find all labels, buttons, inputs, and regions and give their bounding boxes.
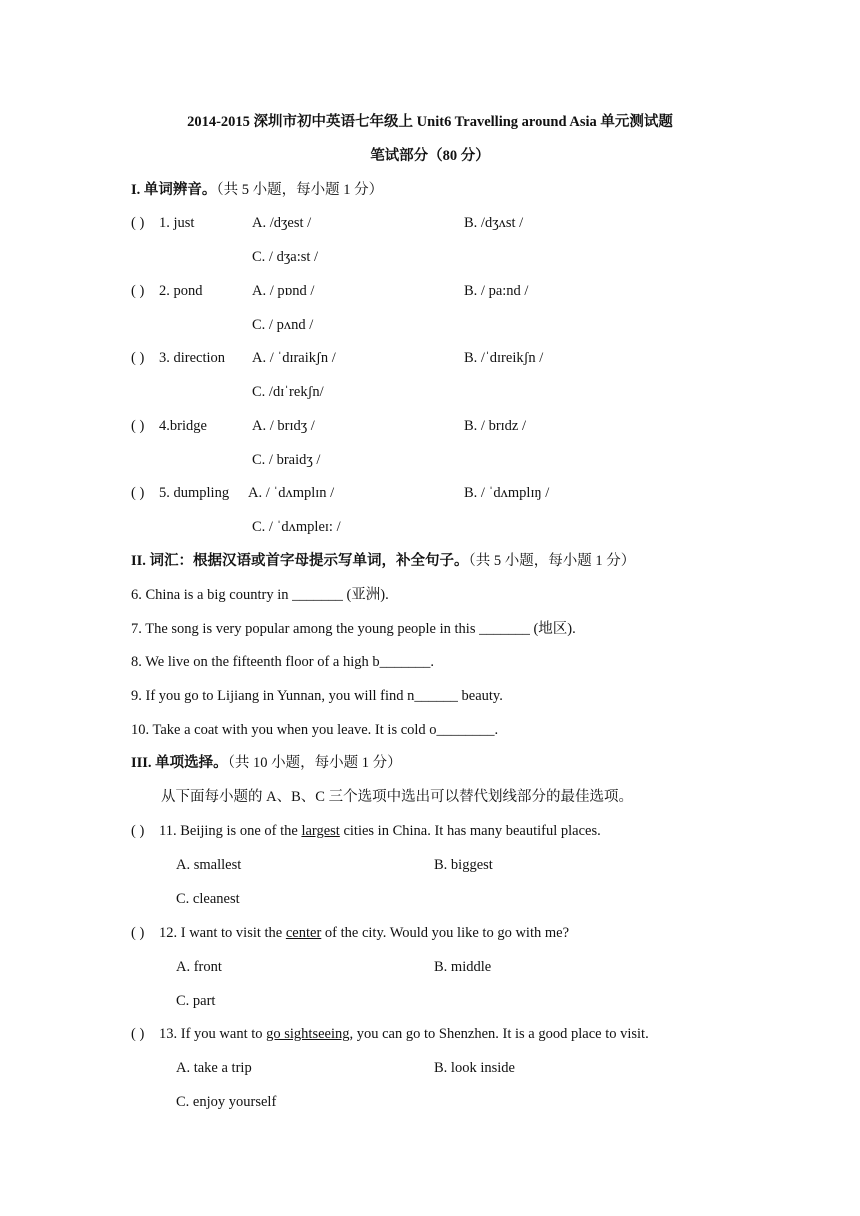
option-a: A. / ˈdʌmplɪn / xyxy=(248,485,335,501)
section-1-note: （共 5 小题，每小题 1 分） xyxy=(216,182,384,198)
option-a: A. take a trip xyxy=(176,1060,252,1076)
answer-blank[interactable]: ( ) xyxy=(131,350,145,366)
answer-blank[interactable]: ( ) xyxy=(131,418,145,434)
section-1-heading: I. 单词辨音。 xyxy=(131,182,217,198)
option-a: A. / ˈdɪraikʃn / xyxy=(252,350,336,366)
question-stem: 1. just xyxy=(159,215,195,231)
question-stem: 3. direction xyxy=(159,350,226,366)
stem-text: 12. I want to visit the xyxy=(159,925,286,941)
section-2-header xyxy=(131,551,635,571)
section-3-instruction: 从下面每小题的 A、B、C 三个选项中选出可以替代划线部分的最佳选项。 xyxy=(161,789,634,805)
option-c: C. part xyxy=(176,993,216,1009)
section-3-heading: III. 单项选择。 xyxy=(131,755,228,771)
fill-in-question: 8. We live on the fifteenth floor of a high b_______. xyxy=(131,654,434,670)
question-stem xyxy=(159,821,601,841)
question-stem: 5. dumpling xyxy=(159,485,230,501)
option-c: C. / ˈdʌmpleɪ: / xyxy=(252,519,341,535)
option-b: B. middle xyxy=(434,959,492,975)
option-b: B. / pa:nd / xyxy=(464,283,529,299)
answer-blank[interactable]: ( ) xyxy=(131,283,145,299)
stem-text: of the city. Would you like to go with me? xyxy=(321,925,570,941)
option-c: C. / pʌnd / xyxy=(252,317,314,333)
fill-in-question: 9. If you go to Lijiang in Yunnan, you will find n______ beauty. xyxy=(131,688,503,704)
answer-blank[interactable]: ( ) xyxy=(131,823,145,839)
page-title: 2014-2015 深圳市初中英语七年级上 Unit6 Travelling around Asia 单元测试题 xyxy=(187,114,673,130)
stem-text: , you can go to Shenzhen. It is a good place to visit. xyxy=(349,1026,649,1042)
option-b: B. / brɪdz / xyxy=(464,418,527,434)
option-b: B. /dʒʌst / xyxy=(464,215,524,231)
option-c: C. / dʒa:st / xyxy=(252,249,319,265)
section-3-header xyxy=(131,753,402,773)
page-subtitle: 笔试部分（80 分） xyxy=(370,148,490,164)
option-a: A. / brɪdʒ / xyxy=(252,418,315,434)
section-2-note: （共 5 小题，每小题 1 分） xyxy=(468,553,636,569)
option-b: B. look inside xyxy=(434,1060,515,1076)
question-stem xyxy=(159,923,569,943)
underlined-word: largest xyxy=(301,823,340,839)
section-3-note: （共 10 小题，每小题 1 分） xyxy=(227,755,402,771)
fill-in-question: 7. The song is very popular among the young people in this _______ (地区). xyxy=(131,621,576,637)
stem-text: 13. If you want to xyxy=(159,1026,267,1042)
underlined-word: go sightseeing xyxy=(266,1026,350,1042)
option-a: A. smallest xyxy=(176,857,242,873)
section-2-heading: II. 词汇：根据汉语或首字母提示写单词，补全句子。 xyxy=(131,553,469,569)
option-c: C. cleanest xyxy=(176,891,240,907)
question-stem xyxy=(159,1024,649,1044)
stem-text: 11. Beijing is one of the xyxy=(159,823,302,839)
fill-in-question: 6. China is a big country in _______ (亚洲). xyxy=(131,587,389,603)
option-c: C. /dɪˈrekʃn/ xyxy=(252,384,324,400)
answer-blank[interactable]: ( ) xyxy=(131,485,145,501)
underlined-word: center xyxy=(285,925,322,941)
option-a: A. front xyxy=(176,959,222,975)
question-stem: 2. pond xyxy=(159,283,203,299)
fill-in-question: 10. Take a coat with you when you leave. It is cold o________. xyxy=(131,722,499,738)
answer-blank[interactable]: ( ) xyxy=(131,215,145,231)
stem-text: cities in China. It has many beautiful places. xyxy=(339,823,601,839)
question-stem: 4.bridge xyxy=(159,418,207,434)
answer-blank[interactable]: ( ) xyxy=(131,925,145,941)
option-b: B. / ˈdʌmplɪŋ / xyxy=(464,485,550,501)
section-1-header xyxy=(131,180,383,200)
answer-blank[interactable]: ( ) xyxy=(131,1026,145,1042)
option-c: C. / braidʒ / xyxy=(252,452,321,468)
option-b: B. biggest xyxy=(434,857,493,873)
option-a: A. /dʒest / xyxy=(252,215,312,231)
option-b: B. /ˈdɪreikʃn / xyxy=(464,350,544,366)
option-a: A. / pɒnd / xyxy=(252,283,315,299)
option-c: C. enjoy yourself xyxy=(176,1094,277,1110)
